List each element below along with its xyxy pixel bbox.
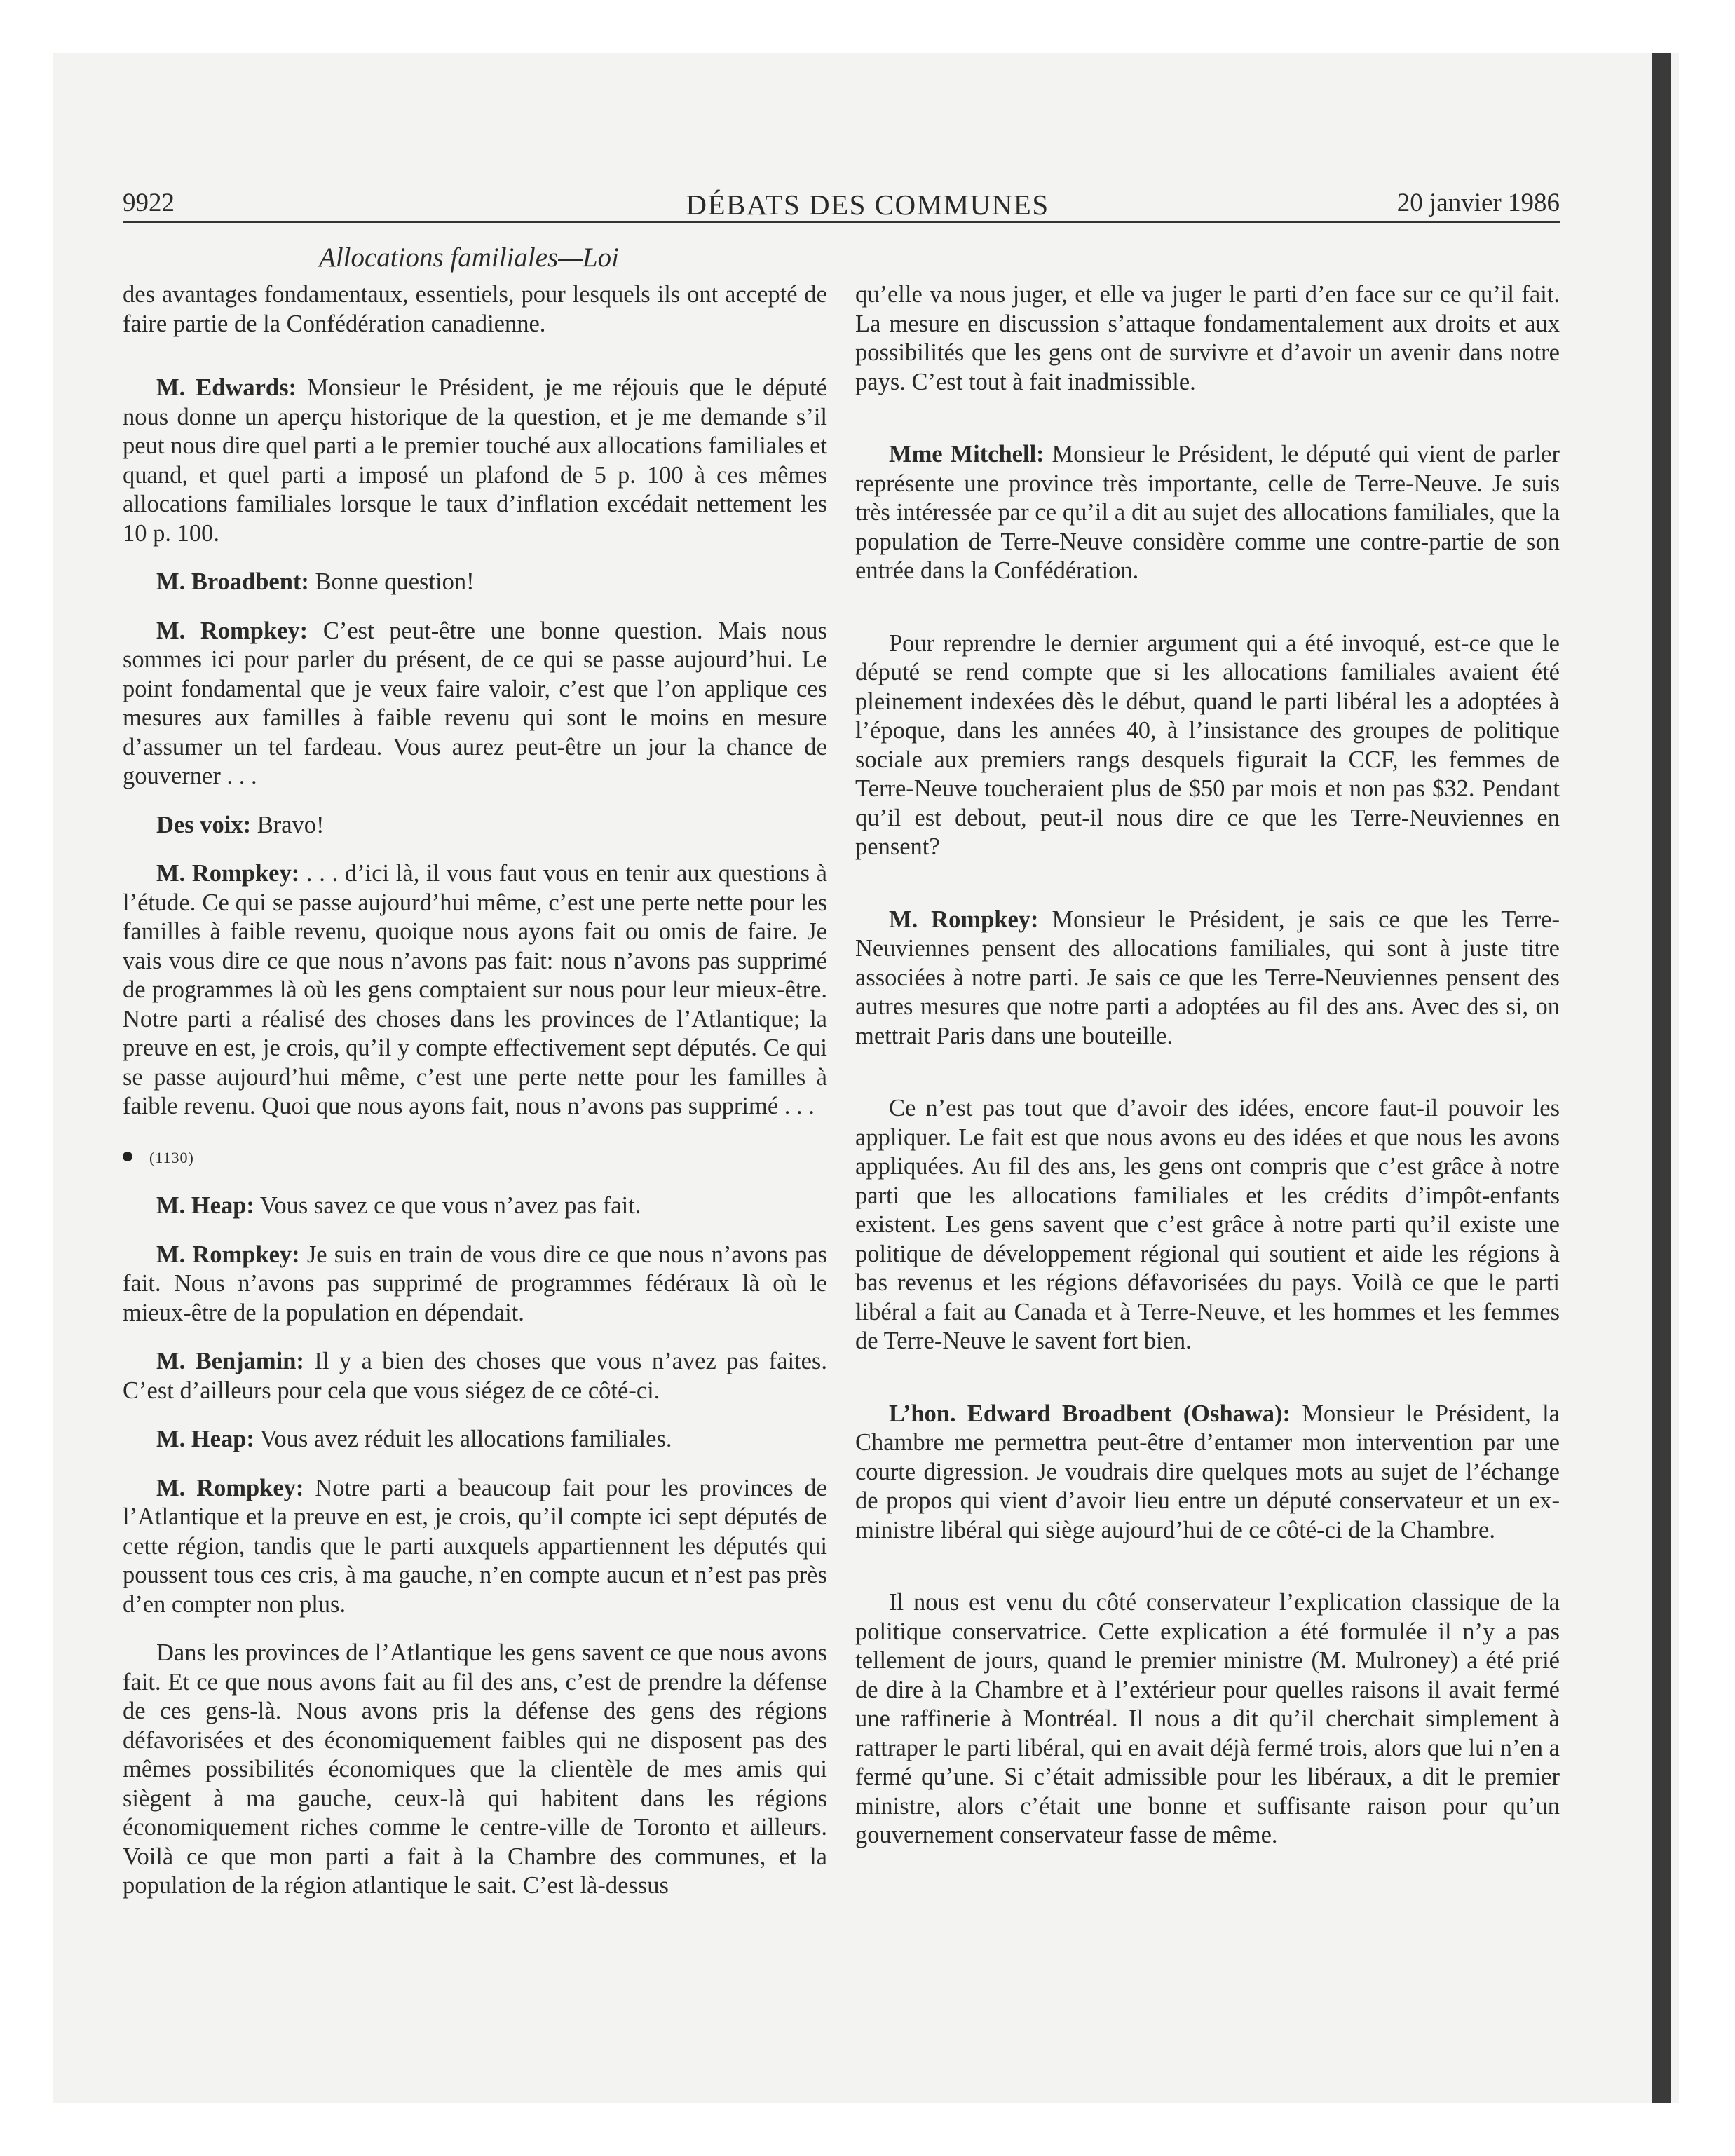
running-head: Allocations familiales—Loi (319, 243, 619, 273)
speech-paragraph: M. Broadbent: Bonne question! (156, 568, 475, 595)
time-marker: (1130) (123, 1141, 827, 1173)
speech-paragraph: Des voix: Bravo! (156, 811, 325, 838)
speech-paragraph: M. Benjamin: Il y a bien des choses que vous n’avez pas faites. C’est d’ailleurs pour cela que vous siégez de ce côté-ci. (123, 1348, 827, 1404)
speaker-name: Mme Mitchell: (889, 441, 1045, 468)
speech-paragraph: Mme Mitchell: Monsieur le Président, le député qui vient de parler représente une province très importante, celle de Terre-Neuve. Je suis très intéressée par ce qu’il a dit au sujet des allocations familiales, que la population de Terre-Neuve considère comme une contre-partie de son entrée dans la Confédération. (855, 441, 1560, 584)
bullet-icon (123, 1152, 132, 1161)
speech-paragraph: M. Edwards: Monsieur le Président, je me réjouis que le député nous donne un aperçu historique de la question, et je me demande s’il peut nous dire quel parti a le premier touché aux allocations familiales et quand, et quel parti a imposé un plafond de 5 p. 100 à ces mêmes allocations familiales lorsque le taux d’inflation excédait nettement les 10 p. 100. (123, 374, 827, 547)
speaker-name: M. Rompkey: (156, 617, 308, 644)
speaker-name: M. Heap: (156, 1426, 254, 1452)
paragraph: Pour reprendre le dernier argument qui a été invoqué, est-ce que le député se rend compte que si les allocations familiales avaient été pleinement indexées dès le début, quand le parti libéral les a adoptées à l’époque, dans les années 40, à l’insistance des groupes de politique sociale aux premiers rangs desquels figurait la CCF, les femmes de Terre-Neuve toucheraient plus de $50 par mois et non pas $32. Pendant qu’il est debout, peut-il nous dire ce que les Terre-Neuviennes en pensent? (855, 629, 1560, 860)
speaker-name: L’hon. Edward Broadbent (Oshawa): (889, 1400, 1291, 1427)
speaker-name: M. Rompkey: (156, 1241, 300, 1268)
paragraph: qu’elle va nous juger, et elle va juger le parti d’en face sur ce qu’il fait. La mesure en discussion s’attaque fondamentalement aux droits et aux possibilités que les gens ont de survivre et d’avoir un avenir dans notre pays. C’est tout à fait inadmissible. (855, 281, 1560, 395)
speaker-name: M. Rompkey: (156, 1474, 304, 1501)
page-header (0, 188, 1735, 230)
paragraph: des avantages fondamentaux, essentiels, pour lesquels ils ont accepté de faire partie de la Confédération canadienne. (123, 281, 827, 337)
speaker-name: M. Heap: (156, 1192, 254, 1219)
header-rule (123, 221, 1560, 223)
binding-edge (1652, 53, 1671, 2103)
speech-paragraph: M. Rompkey: Notre parti a beaucoup fait pour les provinces de l’Atlantique et la preuve en est, je crois, qu’il compte ici sept députés de cette région, tandis que le parti auxquels appartiennent les députés qui poussent tous ces cris, à ma gauche, n’en compte aucun et n’est pas près d’en compter non plus. (123, 1474, 827, 1618)
speaker-name: M. Rompkey: (156, 860, 300, 887)
speaker-name: M. Broadbent: (156, 568, 309, 595)
journal-title: DÉBATS DES COMMUNES (686, 189, 1049, 221)
speaker-name: M. Edwards: (156, 374, 297, 401)
speech-paragraph: L’hon. Edward Broadbent (Oshawa): Monsieur le Président, la Chambre me permettra peut-être d’entamer mon intervention par une courte digression. Je voudrais dire quelques mots au sujet de l’échange de propos qui vient d’avoir lieu entre un député conservateur et un ex-ministre libéral qui siège aujourd’hui de ce côté-ci de la Chambre. (855, 1400, 1560, 1543)
speech-paragraph: M. Rompkey: Je suis en train de vous dire ce que nous n’avons pas fait. Nous n’avons pas supprimé de programmes fédéraux là où le mieux-être de la population en dépendait. (123, 1241, 827, 1326)
page-number: 9922 (123, 189, 175, 217)
speaker-name: Des voix: (156, 811, 252, 838)
paragraph: Ce n’est pas tout que d’avoir des idées, encore faut-il pouvoir les appliquer. Le fait est que nous avons eu des idées et que nous les avons appliquées. Au fil des ans, les gens ont compris que c’est grâce à notre parti que les allocations familiales et les crédits d’impôt-enfants existent. Les gens savent que c’est grâce à notre parti qu’il existe une politique de développement régional qui soutient et aide les régions à bas revenus et les régions défavorisées du pays. Voilà ce que le parti libéral a fait au Canada et à Terre-Neuve, et les hommes et les femmes de Terre-Neuve le savent fort bien. (855, 1095, 1560, 1354)
speech-paragraph: M. Heap: Vous avez réduit les allocations familiales. (156, 1426, 672, 1452)
speech-paragraph: M. Rompkey: Monsieur le Président, je sais ce que les Terre-Neuviennes pensent des allocations familiales, qui sont à juste titre associées à notre parti. Je sais ce que les Terre-Neuviennes pensent des autres mesures que notre parti a adoptées au fil des ans. Avec des si, on mettrait Paris dans une bouteille. (855, 906, 1560, 1049)
speech-paragraph: M. Heap: Vous savez ce que vous n’avez pas fait. (156, 1192, 641, 1219)
speaker-name: M. Rompkey: (889, 906, 1039, 933)
paragraph: Il nous est venu du côté conservateur l’explication classique de la politique conservatrice. Cette explication a été formulée il n’y a pas tellement de jours, quand le premier ministre (M. Mulroney) a été prié de dire à la Chambre et à l’extérieur pour quelles raisons il avait fermé une raffinerie à Montréal. Il nous a dit qu’il cherchait simplement à rattraper le parti libéral, qui en avait déjà fermé trois, alors que lui n’en a fermé qu’une. Si c’était admissible pour les libéraux, a dit le premier ministre, alors c’était une bonne et suffisante raison pour qu’un gouvernement conservateur fasse de même. (855, 1589, 1560, 1848)
speech-paragraph: M. Rompkey: . . . d’ici là, il vous faut vous en tenir aux questions à l’étude. Ce qui se passe aujourd’hui même, c’est une perte nette pour les familles à faible revenu, quoique nous ayons fait ou omis de faire. Je vais vous dire ce que nous n’avons pas fait: nous n’avons pas supprimé de programmes là où les gens comptaient sur nous pour leur mieux-être. Notre parti a réalisé des choses dans les provinces de l’Atlantique; la preuve en est, je crois, qu’il y compte effectivement sept députés. Ce qui se passe aujourd’hui même, c’est une perte nette pour les familles à faible revenu. Quoi que nous ayons fait, nous n’avons pas supprimé . . . (123, 860, 827, 1119)
speech-paragraph: M. Rompkey: C’est peut-être une bonne question. Mais nous sommes ici pour parler du présent, de ce qui se passe aujourd’hui. Le point fondamental que je veux faire valoir, c’est que l’on applique ces mesures aux familles à faible revenu qui sont le moins en mesure d’assumer un tel fardeau. Vous aurez peut-être un jour la chance de gouverner . . . (123, 617, 827, 789)
paragraph: Dans les provinces de l’Atlantique les gens savent ce que nous avons fait. Et ce que nous avons fait au fil des ans, c’est de prendre la défense de ces gens-là. Nous avons pris la défense des gens des régions défavorisées et des économiquement faibles qui ne disposent pas des mêmes possibilités économiques que la clientèle de mes amis qui siègent à ma gauche, ceux-là qui habitent dans les régions économiquement riches comme le centre-ville de Toronto et ailleurs. Voilà ce que mon parti a fait à la Chambre des communes, et la population de la région atlantique le sait. C’est là-dessus (123, 1639, 827, 1899)
issue-date: 20 janvier 1986 (1396, 189, 1560, 217)
right-column (855, 280, 1560, 1850)
left-column (123, 280, 827, 1901)
speaker-name: M. Benjamin: (156, 1348, 304, 1374)
